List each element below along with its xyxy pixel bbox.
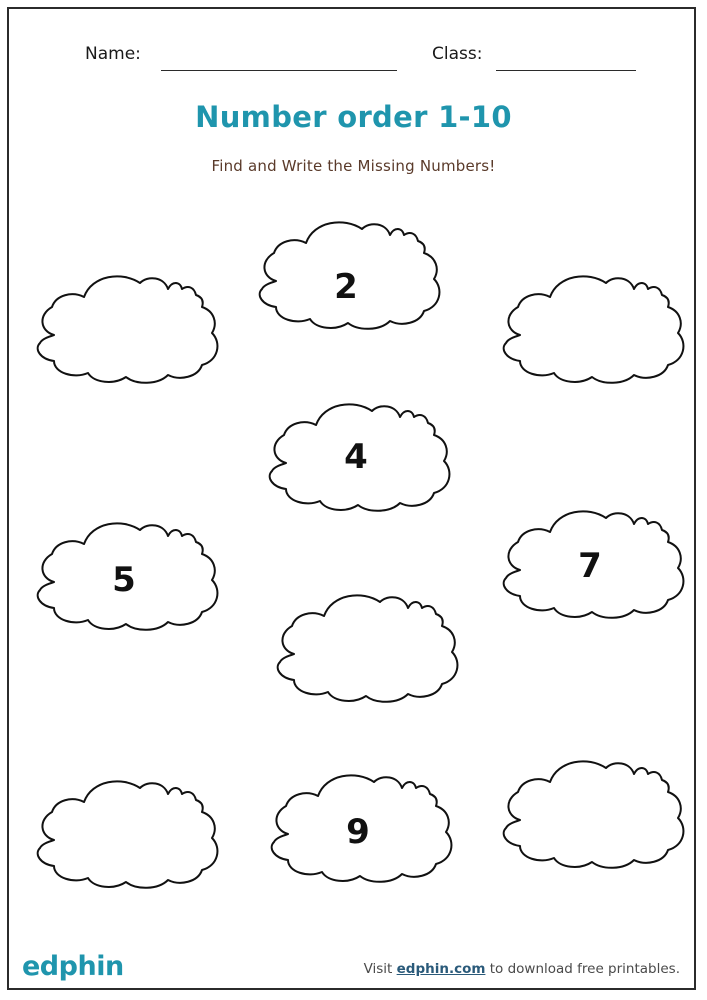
cloud-number: 5	[112, 560, 136, 600]
name-label: Name:	[85, 44, 141, 64]
cloud-number: 7	[578, 546, 602, 586]
class-label: Class:	[432, 44, 483, 64]
worksheet-title: Number order 1-10	[195, 100, 512, 134]
cloud[interactable]	[504, 276, 684, 382]
footer-site-link[interactable]: edphin.com	[396, 961, 486, 977]
cloud[interactable]	[38, 781, 218, 887]
cloud[interactable]	[504, 761, 684, 867]
footer-text-before: Visit	[363, 961, 397, 977]
footer-text-after: to download free printables.	[485, 961, 680, 977]
cloud-number: 2	[334, 267, 358, 307]
cloud-number: 9	[346, 812, 370, 852]
cloud-number: 4	[344, 437, 368, 477]
footer-text	[364, 961, 680, 977]
cloud[interactable]	[272, 775, 452, 881]
cloud[interactable]	[38, 276, 218, 382]
cloud[interactable]	[504, 511, 684, 617]
cloud[interactable]	[270, 404, 450, 510]
worksheet-subtitle: Find and Write the Missing Numbers!	[211, 157, 496, 175]
cloud[interactable]	[38, 523, 218, 629]
cloud[interactable]	[278, 595, 458, 701]
cloud[interactable]	[260, 222, 440, 328]
edphin-logo: edphin	[22, 951, 124, 982]
